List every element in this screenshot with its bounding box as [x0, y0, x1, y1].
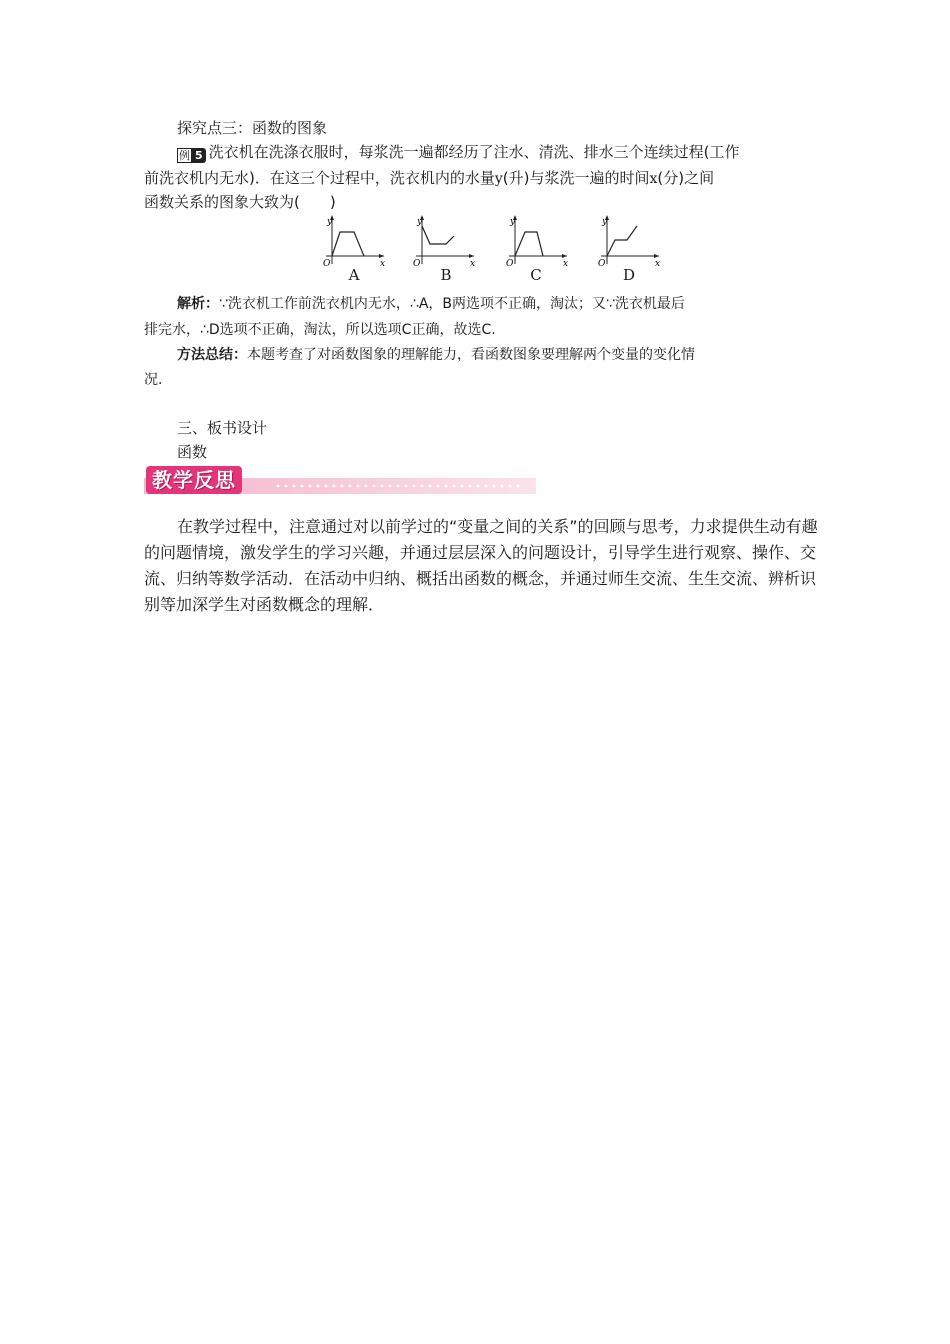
- graph-b-label: B: [440, 266, 452, 284]
- graph-d: [593, 212, 665, 272]
- svg-text:y: y: [327, 217, 333, 227]
- reflection-paragraph: 在教学过程中，注意通过对以前学过的“变量之间的关系”的回顾与思考，力求提供生动有趣的问题情境，激发学生的学习兴趣，并通过层层深入的问题设计，引导学生进行观察、操作、交流、归纳等数学活动．在活动中归纳、概括出函数的概念，并通过师生交流、生生交流、辨析识别等加深学生对函数概念的理解．: [144, 517, 818, 614]
- example-line-3: 函数关系的图象大致为( ): [144, 193, 336, 211]
- svg-text:x: x: [563, 259, 569, 269]
- banner-dots: [274, 483, 524, 489]
- graph-a: [318, 212, 390, 272]
- svg-text:x: x: [470, 259, 476, 269]
- svg-text:y: y: [602, 217, 608, 227]
- summary-line-1: 方法总结：本题考查了对函数图象的理解能力，看函数图象要理解两个变量的变化情: [177, 347, 695, 363]
- analysis-line-1: 解析：∵洗衣机工作前洗衣机内无水，∴A，B两选项不正确，淘汰；又∵洗衣机最后: [177, 296, 685, 312]
- summary-line-2: 况.: [144, 372, 163, 388]
- reflection-banner: [144, 466, 536, 494]
- svg-text:O: O: [323, 259, 331, 269]
- svg-text:y: y: [417, 217, 423, 227]
- graph-c-label: C: [530, 266, 542, 284]
- section-heading: 探究点三：函数的图象: [177, 119, 328, 137]
- svg-text:x: x: [380, 259, 386, 269]
- example-badge: 例 5: [177, 148, 206, 163]
- graph-a-label: A: [348, 266, 360, 284]
- graph-c: [501, 212, 573, 272]
- analysis-line-2: 排完水，∴D选项不正确，淘汰，所以选项C正确，故选C.: [144, 322, 496, 338]
- board-item: 函数: [177, 443, 208, 461]
- svg-text:O: O: [506, 259, 514, 269]
- svg-text:x: x: [655, 259, 661, 269]
- board-heading: 三、板书设计: [177, 419, 268, 437]
- graph-d-label: D: [622, 266, 636, 284]
- banner-title: 教学反思: [146, 466, 242, 494]
- svg-text:O: O: [413, 259, 421, 269]
- graph-b: [408, 212, 480, 272]
- example-line-2: 前洗衣机内无水)．在这三个过程中，洗衣机内的水量y(升)与浆洗一遍的时间x(分)之间: [144, 169, 715, 187]
- example-line-1: 例 5 洗衣机在洗涤衣服时，每浆洗一遍都经历了注水、清洗、排水三个连续过程(工作: [179, 143, 740, 162]
- svg-text:O: O: [598, 259, 606, 269]
- svg-text:y: y: [510, 217, 516, 227]
